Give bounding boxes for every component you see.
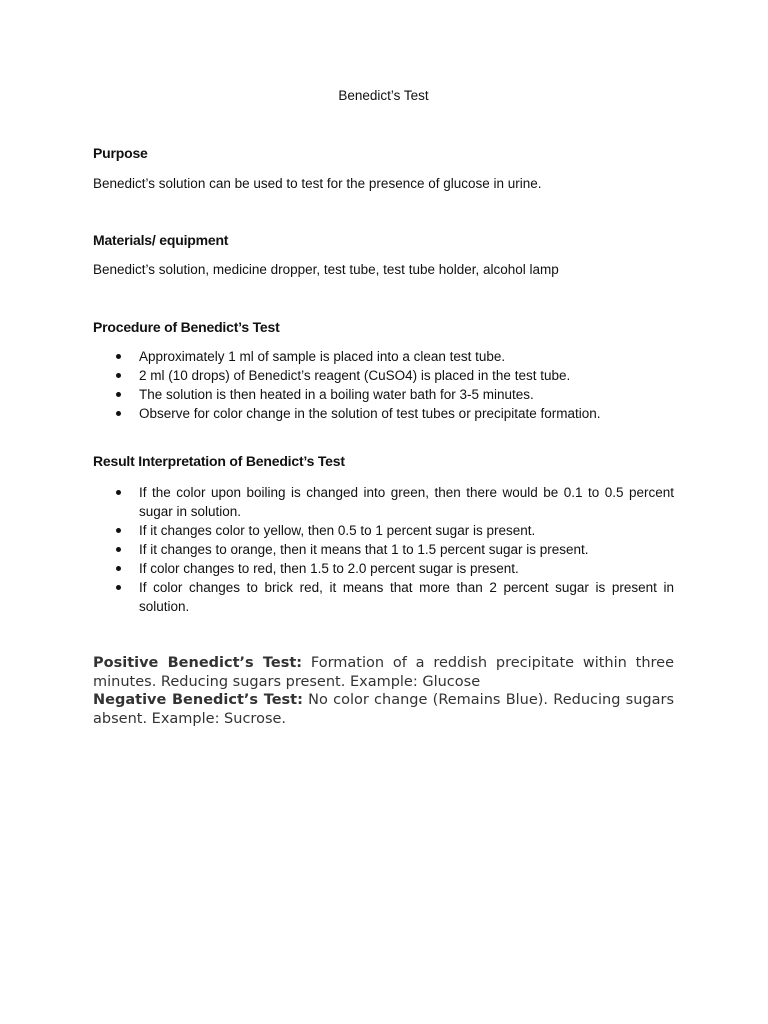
bullet-icon	[116, 354, 121, 359]
list-item: 2 ml (10 drops) of Benedict’s reagent (CuSO4) is placed in the test tube.	[93, 366, 674, 385]
bullet-icon	[116, 547, 121, 552]
list-item: If it changes to orange, then it means that 1 to 1.5 percent sugar is present.	[93, 540, 674, 559]
negative-text: No color change (Remains Blue). Reducing sugars absent. Example: Sucrose.	[93, 692, 675, 727]
list-item: If it changes color to yellow, then 0.5 to 1 percent sugar is present.	[93, 521, 674, 540]
materials-text: Benedict’s solution, medicine dropper, test tube, test tube holder, alcohol lamp	[93, 262, 559, 277]
negative-result	[93, 691, 674, 728]
bullet-icon	[116, 528, 121, 533]
procedure-list	[93, 347, 674, 423]
bullet-icon	[116, 392, 121, 397]
test-verdicts	[93, 654, 674, 728]
list-item: Approximately 1 ml of sample is placed into a clean test tube.	[93, 347, 674, 366]
purpose-heading: Purpose	[93, 145, 148, 161]
bullet-icon	[116, 411, 121, 416]
list-item: If color changes to brick red, it means that more than 2 percent sugar is present in solution.	[93, 578, 674, 616]
positive-text: Formation of a reddish precipitate within three minutes. Reducing sugars present. Example: Glucose	[93, 655, 675, 690]
document-title: Benedict’s Test	[338, 88, 429, 103]
list-item: If the color upon boiling is changed into green, then there would be 0.1 to 0.5 percent sugar in solution.	[93, 483, 674, 521]
positive-result	[93, 654, 674, 691]
negative-label: Negative Benedict’s Test:	[93, 692, 303, 708]
results-list	[93, 483, 674, 616]
positive-label: Positive Benedict’s Test:	[93, 655, 303, 671]
list-item: Observe for color change in the solution of test tubes or precipitate formation.	[93, 404, 674, 423]
list-item: The solution is then heated in a boiling water bath for 3-5 minutes.	[93, 385, 674, 404]
results-heading: Result Interpretation of Benedict’s Test	[93, 453, 345, 469]
purpose-text: Benedict’s solution can be used to test for the presence of glucose in urine.	[93, 176, 542, 191]
bullet-icon	[116, 373, 121, 378]
procedure-heading: Procedure of Benedict’s Test	[93, 319, 280, 335]
bullet-icon	[116, 490, 121, 495]
list-item: If color changes to red, then 1.5 to 2.0 percent sugar is present.	[93, 559, 674, 578]
materials-heading: Materials/ equipment	[93, 232, 229, 248]
bullet-icon	[116, 585, 121, 590]
bullet-icon	[116, 566, 121, 571]
